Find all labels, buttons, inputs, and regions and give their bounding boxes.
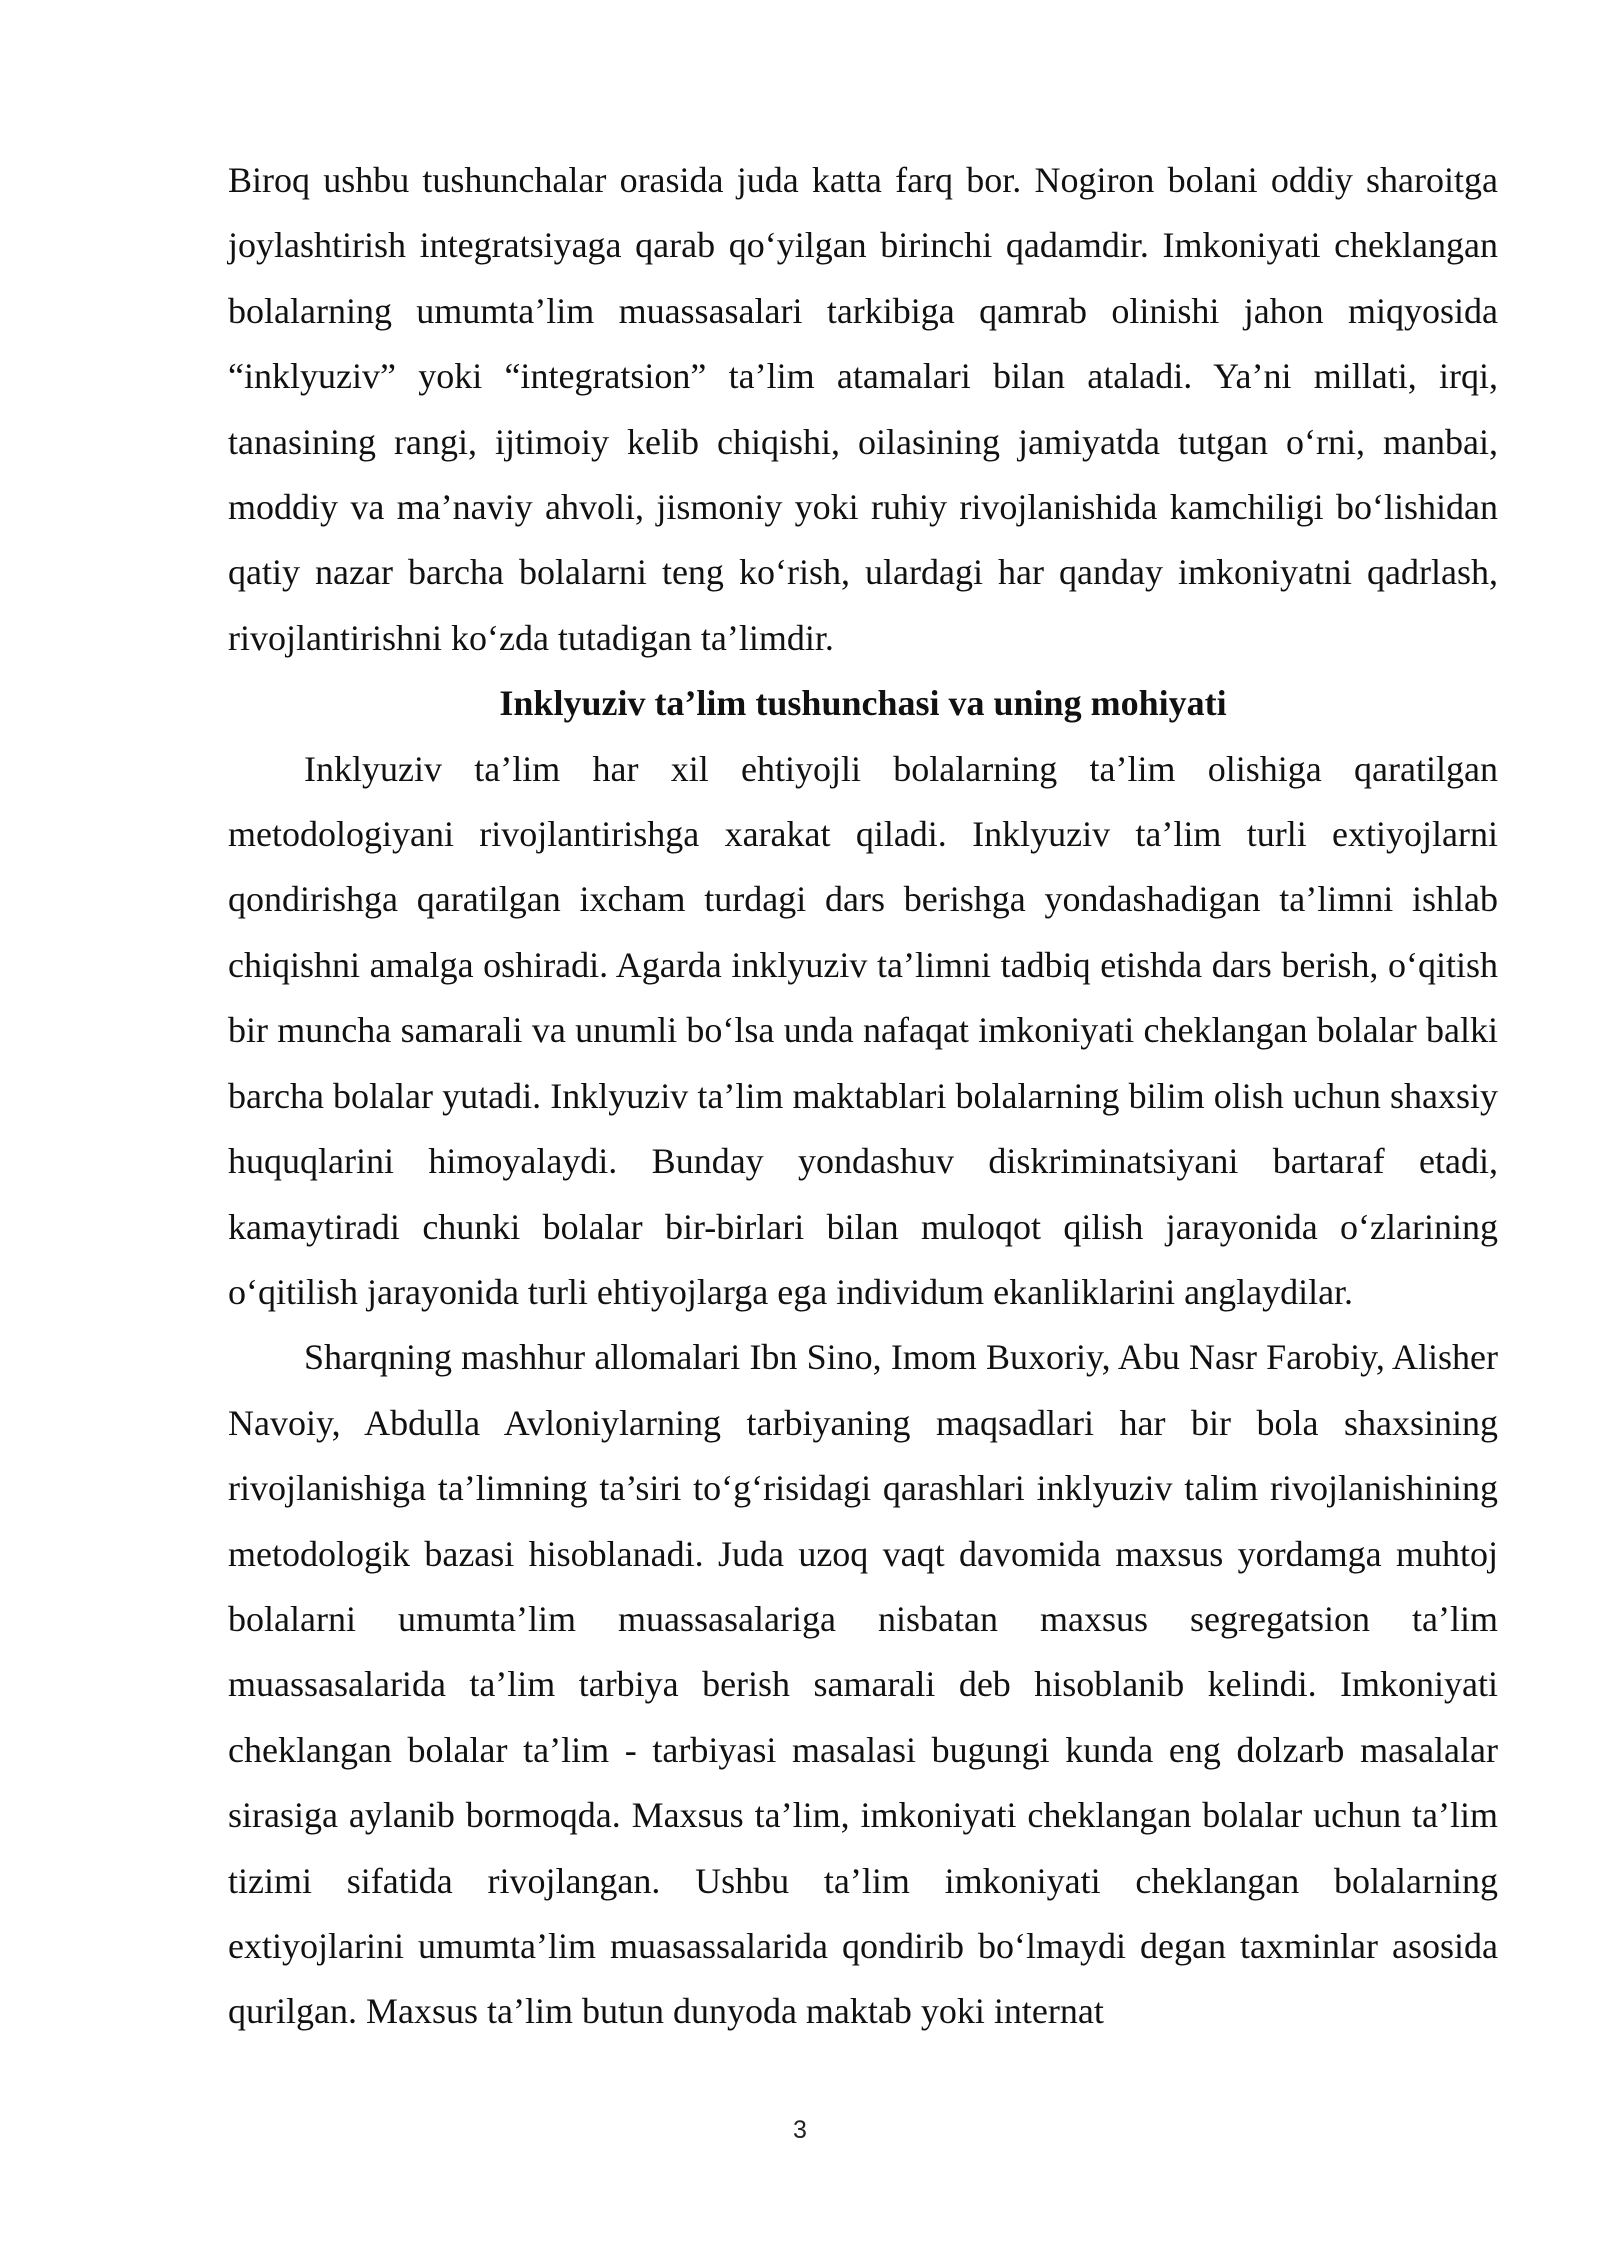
paragraph-intro: Biroq ushbu tushunchalar orasida juda katta farq bor. Nogiron bolani oddiy sharoitga joylashtirish integratsiyaga qarab qo‘yilgan birinchi qadamdir. Imkoniyati cheklangan bolalarning umumta’lim muassasalari tarkibiga qamrab olinishi jahon miqyosida “inklyuziv” yoki “integratsion” ta’lim atamalari bilan ataladi. Ya’ni millati, irqi, tanasining rangi, ijtimoiy kelib chiqishi, oilasining jamiyatda tutgan o‘rni, manbai, moddiy va ma’naviy ahvoli, jismoniy yoki ruhiy rivojlanishida kamchiligi bo‘lishidan qatiy nazar barcha bolalarni teng ko‘rish, ulardagi har qanday imkoniyatni qadrlash, rivojlantirishni ko‘zda tutadigan ta’limdir. xyxy=(228,160,1498,658)
paragraph-inclusive-education: Inklyuziv ta’lim har xil ehtiyojli bolalarning ta’lim olishiga qaratilgan metodologiyani rivojlantirishga xarakat qiladi. Inklyuziv ta’lim turli extiyojlarni qondirishga qaratilgan ixcham turdagi dars berishga yondashadigan ta’limni ishlab chiqishni amalga oshiradi. Agarda inklyuziv ta’limni tadbiq etishda dars berish, o‘qitish bir muncha samarali va unumli bo‘lsa unda nafaqat imkoniyati cheklangan bolalar balki barcha bolalar yutadi. Inklyuziv ta’lim maktablari bolalarning bilim olish uchun shaxsiy huquqlarini himoyalaydi. Bunday yondashuv diskriminatsiyani bartaraf etadi, kamaytiradi chunki bolalar bir-birlari bilan muloqot qilish jarayonida o‘zlarining o‘qitilish jarayonida turli ehtiyojlarga ega individum ekanliklarini anglaydilar. xyxy=(228,748,1498,1312)
section-heading: Inklyuziv ta’lim tushunchasi va uning mohiyati xyxy=(499,683,1227,724)
paragraph-eastern-scholars: Sharqning mashhur allomalari Ibn Sino, Imom Buxoriy, Abu Nasr Farobiy, Alisher Navoiy, Abdulla Avloniylarning tarbiyaning maqsadlari har bir bola shaxsining rivojlanishiga ta’limning ta’siri to‘g‘risidagi qarashlari inklyuziv talim rivojlanishining metodologik bazasi hisoblanadi. Juda uzoq vaqt davomida maxsus yordamga muhtoj bolalarni umumta’lim muassasalariga nisbatan maxsus segregatsion ta’lim muassasalarida ta’lim tarbiya berish samarali deb hisoblanib kelindi. Imkoniyati cheklangan bolalar ta’lim - tarbiyasi masalasi bugungi kunda eng dolzarb masalalar sirasiga aylanib bormoqda. Maxsus ta’lim, imkoniyati cheklangan bolalar uchun ta’lim tizimi sifatida rivojlangan. Ushbu ta’lim imkoniyati cheklangan bolalarning extiyojlarini umumta’lim muasassalarida qondirib bo‘lmaydi degan taxminlar asosida qurilgan. Maxsus ta’lim butun dunyoda maktab yoki internat xyxy=(228,1337,1498,2032)
document-page xyxy=(228,148,1498,2045)
page-number: 3 xyxy=(793,2116,807,2144)
